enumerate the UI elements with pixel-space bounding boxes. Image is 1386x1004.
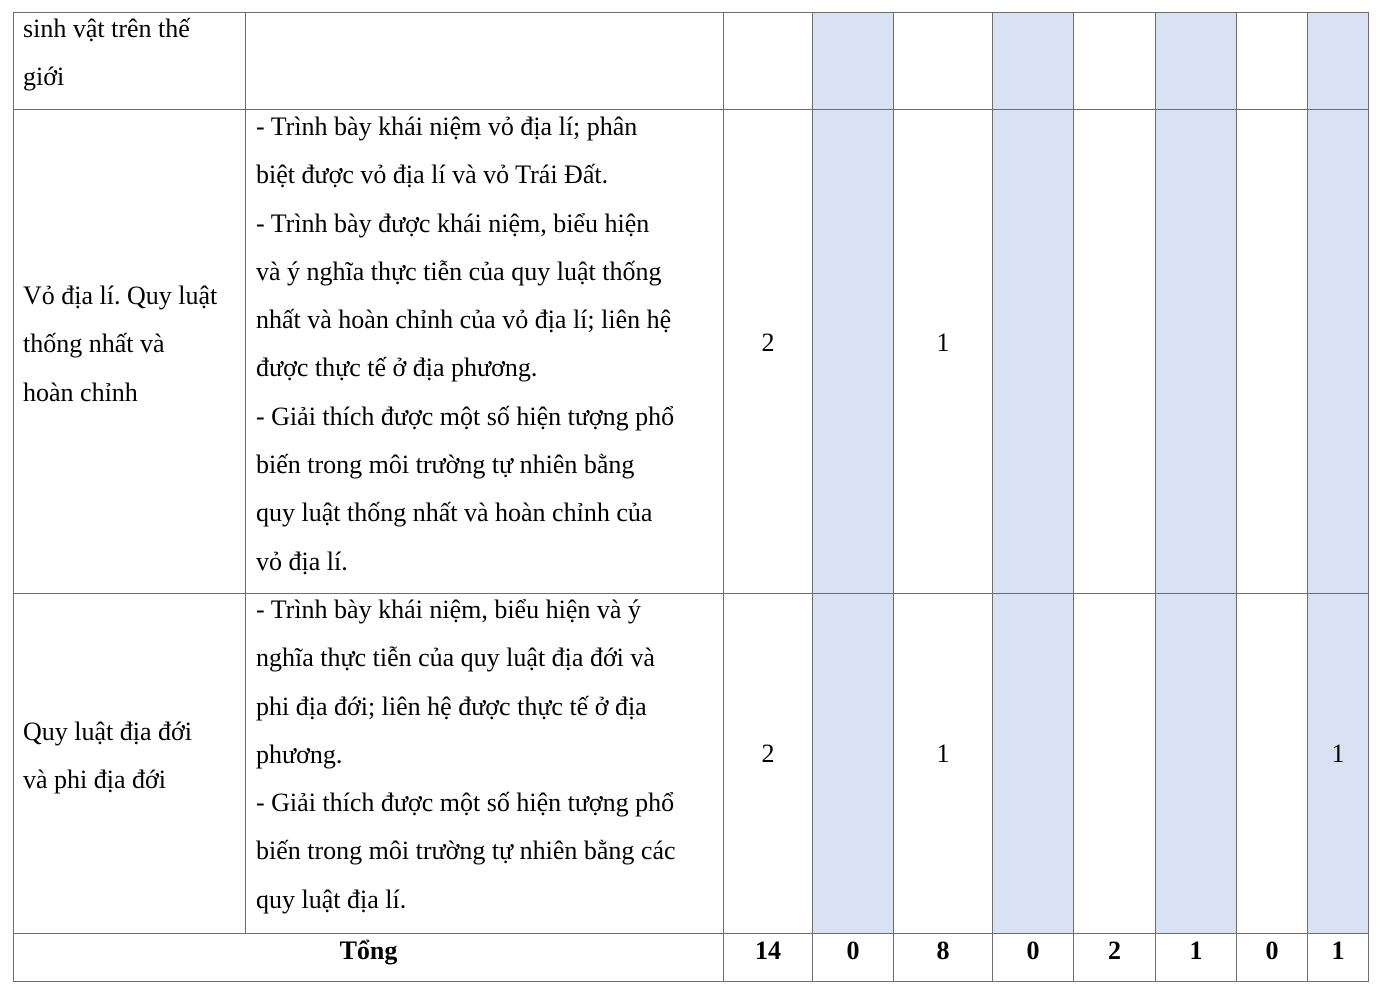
column-divider bbox=[1236, 12, 1237, 982]
total-value-col2: 0 bbox=[846, 936, 860, 965]
column-divider bbox=[992, 12, 993, 982]
topic-cell: Vỏ địa lí. Quy luật thống nhất và hoàn chỉnh bbox=[23, 281, 218, 407]
total-value-col6: 1 bbox=[1189, 936, 1203, 965]
value-cell-col3: 1 bbox=[936, 739, 950, 768]
total-value-col8: 1 bbox=[1331, 936, 1345, 965]
shaded-column-2 bbox=[813, 13, 893, 933]
column-divider bbox=[1073, 12, 1074, 982]
total-value-col4: 0 bbox=[1026, 936, 1040, 965]
shaded-column-8 bbox=[1308, 13, 1368, 933]
value-cell-col1: 2 bbox=[761, 739, 775, 768]
requirements-cell: - Trình bày khái niệm, biểu hiện và ý nghĩa thực tiễn của quy luật địa đới và phi địa đới; liên hệ được thực tế ở địa phương. - Giải thích được một số hiện tượng phổ biến trong môi trường tự nhiên bằng các quy luật địa lí. bbox=[256, 595, 676, 914]
column-divider bbox=[1307, 12, 1308, 982]
table-border-bottom bbox=[13, 981, 1369, 982]
value-cell-col8: 1 bbox=[1331, 739, 1345, 768]
topic-cell: sinh vật trên thế giới bbox=[23, 14, 190, 92]
value-cell-col1: 2 bbox=[761, 328, 775, 357]
column-divider bbox=[245, 12, 246, 934]
column-divider bbox=[723, 12, 724, 982]
shaded-column-6 bbox=[1156, 13, 1236, 933]
column-divider bbox=[893, 12, 894, 982]
column-divider bbox=[1155, 12, 1156, 982]
total-label: Tổng bbox=[339, 936, 398, 965]
table-border-left bbox=[13, 12, 14, 982]
total-value-col1: 14 bbox=[755, 936, 781, 965]
total-value-col7: 0 bbox=[1265, 936, 1279, 965]
column-divider bbox=[812, 12, 813, 982]
shaded-column-4 bbox=[993, 13, 1073, 933]
requirements-cell: - Trình bày khái niệm vỏ địa lí; phân biệt được vỏ địa lí và vỏ Trái Đất. - Trình bày được khái niệm, biểu hiện và ý nghĩa thực tiễn của quy luật thống nhất và hoàn chỉnh của vỏ địa lí; liên hệ được thực tế ở địa phương. - Giải thích được một số hiện tượng phổ biến trong môi trường tự nhiên bằng quy luật thống nhất và hoàn chỉnh của vỏ địa lí. bbox=[256, 112, 675, 576]
topic-cell: Quy luật địa đới và phi địa đới bbox=[23, 717, 192, 795]
total-value-col5: 2 bbox=[1108, 936, 1121, 965]
total-value-col3: 8 bbox=[936, 936, 950, 965]
table-border-right bbox=[1368, 12, 1369, 982]
value-cell-col3: 1 bbox=[936, 328, 950, 357]
